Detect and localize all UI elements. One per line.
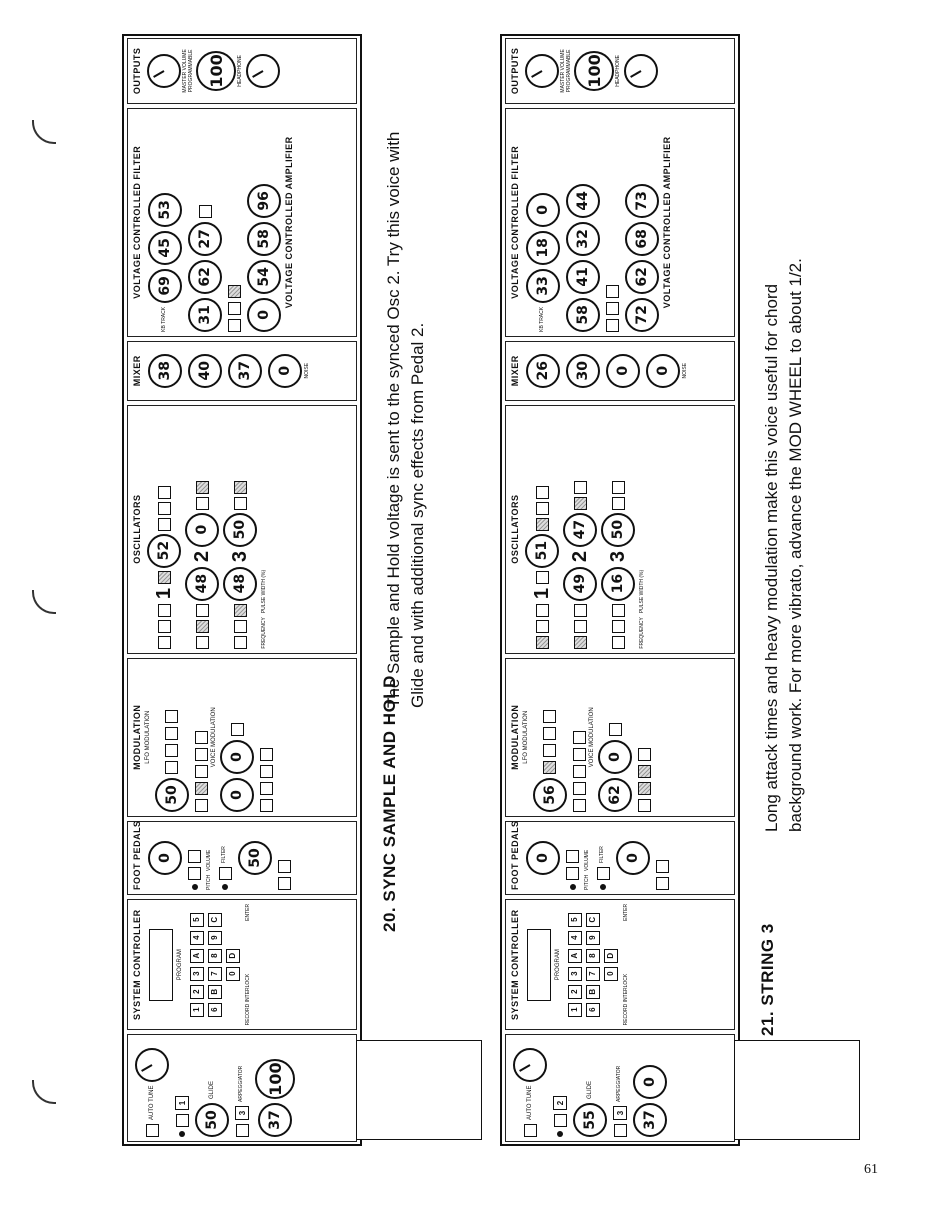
mixer-osc2-level-knob[interactable]: 40	[188, 354, 222, 388]
mixer-section: MIXER 38 40 37 0 NOISE	[127, 341, 357, 401]
program-key[interactable]: 8	[586, 949, 600, 963]
program-key[interactable]: 1	[568, 1003, 582, 1017]
kb-mode-value: 2	[553, 1096, 567, 1110]
oscillators-section: OSCILLATORS 1 51 49 2 47 16 3 50 FREQUENCY PULSE WIDTH (%)	[505, 405, 735, 654]
program-key[interactable]: D	[226, 949, 240, 963]
osc2-pulse-width-knob[interactable]: 0	[185, 513, 219, 547]
amp-decay-knob[interactable]: 68	[625, 222, 659, 256]
patch-20-caption-line1: The Sample and Hold voltage is sent to the synced Osc 2. Try this voice with	[384, 131, 403, 708]
lfo-rate-knob[interactable]: 50	[155, 778, 189, 812]
program-key[interactable]: 7	[208, 967, 222, 981]
foot-pedals-section: FOOT PEDALS 0 PITCH VOLUME FILTER 0	[505, 821, 735, 895]
filter-sustain-knob[interactable]: 18	[526, 231, 560, 265]
program-key[interactable]: 6	[586, 1003, 600, 1017]
osc3-frequency-knob[interactable]: 16	[601, 567, 635, 601]
program-key[interactable]: 1	[190, 1003, 204, 1017]
program-key[interactable]: 9	[586, 931, 600, 945]
kb-mode-button[interactable]	[554, 1114, 567, 1127]
voice-mod-filter-contour-knob[interactable]: 0	[598, 740, 632, 774]
headphone-volume-knob[interactable]	[624, 54, 658, 88]
contour-amount-knob[interactable]: 33	[526, 269, 560, 303]
mixer-osc3-level-knob[interactable]: 37	[228, 354, 262, 388]
program-key[interactable]: 9	[208, 931, 222, 945]
mixer-section: MIXER 26 30 0 0 NOISE	[505, 341, 735, 401]
osc1-pulse-width-knob[interactable]: 52	[147, 534, 181, 568]
program-key[interactable]: 7	[586, 967, 600, 981]
filter-release-knob[interactable]: 0	[526, 193, 560, 227]
outputs-section: OUTPUTS MASTER VOLUME PROGRAMMABLE 100 HEADPHONE	[127, 38, 357, 104]
contour-amount-knob[interactable]: 69	[148, 269, 182, 303]
program-key[interactable]: 4	[568, 931, 582, 945]
amp-decay-knob[interactable]: 54	[247, 260, 281, 294]
program-key[interactable]: 2	[568, 985, 582, 999]
pitch-bend-knob[interactable]: 37	[633, 1103, 667, 1137]
hold-arp-value: 3	[235, 1106, 249, 1120]
pedal-amount-1-knob[interactable]: 0	[526, 841, 560, 875]
program-key[interactable]: 0	[604, 967, 618, 981]
program-key[interactable]: 5	[568, 913, 582, 927]
program-key[interactable]: 0	[226, 967, 240, 981]
program-key[interactable]: A	[568, 949, 582, 963]
pedal-amount-2-knob[interactable]: 50	[238, 841, 272, 875]
program-key[interactable]: 5	[190, 913, 204, 927]
performance-section: AUTO TUNE 1 50 GLIDE 3 ARPEGGIATOR 37 100	[127, 1034, 357, 1142]
amp-release-knob[interactable]: 96	[247, 184, 281, 218]
program-key[interactable]: 4	[190, 931, 204, 945]
patch-21-panel	[500, 34, 740, 1146]
binder-hole-mark	[32, 590, 56, 614]
amp-attack-knob[interactable]: 32	[566, 222, 600, 256]
osc2-pulse-width-knob[interactable]: 47	[563, 513, 597, 547]
tune-knob[interactable]	[513, 1048, 547, 1082]
mod-amount-knob[interactable]: 0	[633, 1065, 667, 1099]
emphasis-knob[interactable]: 62	[188, 260, 222, 294]
patch-20-panel	[122, 34, 362, 1146]
master-volume-knob[interactable]	[525, 54, 559, 88]
page-number: 61	[864, 1162, 878, 1177]
program-key[interactable]: 2	[190, 985, 204, 999]
master-volume-knob[interactable]	[147, 54, 181, 88]
headphone-volume-knob[interactable]	[246, 54, 280, 88]
osc1-pulse-width-knob[interactable]: 51	[525, 534, 559, 568]
glide-knob[interactable]: 50	[195, 1103, 229, 1137]
amp-sustain-knob[interactable]: 44	[566, 184, 600, 218]
cutoff-knob[interactable]: 58	[566, 298, 600, 332]
program-key[interactable]: B	[586, 985, 600, 999]
filter-sustain-knob[interactable]: 45	[148, 231, 182, 265]
auto-tune-button[interactable]	[524, 1124, 537, 1137]
oscillators-section: OSCILLATORS 1 52 48 2 0 48 3 50 FREQUENCY PULSE WIDTH (%)	[127, 405, 357, 654]
voice-mod-osc3-knob[interactable]: 62	[598, 778, 632, 812]
program-key[interactable]: 3	[568, 967, 582, 981]
mixer-osc2-level-knob[interactable]: 30	[566, 354, 600, 388]
cutoff-knob[interactable]: 31	[188, 298, 222, 332]
program-key[interactable]: 8	[208, 949, 222, 963]
performance-section: AUTO TUNE 2 55 GLIDE 3 ARPEGGIATOR 37 0	[505, 1034, 735, 1142]
mixer-osc3-level-knob[interactable]: 0	[606, 354, 640, 388]
mixer-noise-knob[interactable]: 0	[646, 354, 680, 388]
osc3-pulse-width-knob[interactable]: 50	[223, 513, 257, 547]
system-controller-section: SYSTEM CONTROLLER PROGRAM 1 2 3 A 4 5 6 B 7 8 9 C 0 D RECORD INTERLOCK ENTER	[127, 899, 357, 1030]
programmable-volume-knob[interactable]: 100	[574, 51, 614, 91]
emphasis-knob[interactable]: 41	[566, 260, 600, 294]
kb-mode-button[interactable]	[176, 1114, 189, 1127]
amp-sustain-knob[interactable]: 58	[247, 222, 281, 256]
filter-amp-section: VOLTAGE CONTROLLED FILTER KB TRACK 69 45 53 31 62 27 0 54 58 96 VOLTAGE CONTROLLED AMPLIFIER	[127, 108, 357, 337]
kb-mode-value: 1	[175, 1096, 189, 1110]
system-controller-section: SYSTEM CONTROLLER PROGRAM 1 2 3 A 4 5 6 B 7 8 9 C 0 D RECORD INTERLOCK ENTER	[505, 899, 735, 1030]
outputs-section: OUTPUTS MASTER VOLUME PROGRAMMABLE 100 HEADPHONE	[505, 38, 735, 104]
patch-21-caption-line2: background work. For more vibrato, advance the MOD WHEEL to about 1/2.	[786, 258, 805, 832]
program-display	[149, 929, 173, 1001]
mixer-osc1-level-knob[interactable]: 26	[526, 354, 560, 388]
pitch-bend-knob[interactable]: 37	[258, 1103, 292, 1137]
program-key[interactable]: C	[586, 913, 600, 927]
osc2-frequency-knob[interactable]: 48	[185, 567, 219, 601]
lfo-rate-knob[interactable]: 56	[533, 778, 567, 812]
pedal-amount-2-knob[interactable]: 0	[616, 841, 650, 875]
filter-release-knob[interactable]: 53	[148, 193, 182, 227]
filter-amp-section: VOLTAGE CONTROLLED FILTER KB TRACK 33 18 0 58 41 32 44 72 62 68 73 VOLTAGE CONTROLLED AMPLIFIER	[505, 108, 735, 337]
modulation-section: MODULATION LFO MODULATION 56 VOICE MODULATION 62 0	[505, 658, 735, 817]
program-key[interactable]: 3	[190, 967, 204, 981]
foot-pedals-section: FOOT PEDALS 0 PITCH VOLUME FILTER 50	[127, 821, 357, 895]
mod-amount-knob[interactable]: 100	[255, 1059, 295, 1099]
patch-21-caption-line1: Long attack times and heavy modulation make this voice useful for chord	[762, 283, 781, 832]
filter-decay-knob[interactable]: 27	[188, 222, 222, 256]
patch-20-title: 20. SYNC SAMPLE AND HOLD	[380, 675, 399, 932]
program-key[interactable]: B	[208, 985, 222, 999]
glide-knob[interactable]: 55	[573, 1103, 607, 1137]
program-key[interactable]: A	[190, 949, 204, 963]
amp-release-knob[interactable]: 73	[625, 184, 659, 218]
binder-hole-mark	[32, 1080, 56, 1104]
modulation-section: MODULATION LFO MODULATION 50 VOICE MODULATION 0 0	[127, 658, 357, 817]
patch-21-wheels	[734, 1040, 860, 1140]
auto-tune-button[interactable]	[146, 1124, 159, 1137]
osc3-pulse-width-knob[interactable]: 50	[601, 513, 635, 547]
programmable-volume-knob[interactable]: 100	[196, 51, 236, 91]
binder-hole-mark	[32, 120, 56, 144]
program-key[interactable]: 6	[208, 1003, 222, 1017]
patch-20-caption-line2: Glide and with additional sync effects from Pedal 2.	[408, 322, 427, 708]
hold-arp-value: 3	[613, 1106, 627, 1120]
osc3-frequency-knob[interactable]: 48	[223, 567, 257, 601]
mixer-noise-knob[interactable]: 0	[268, 354, 302, 388]
osc2-frequency-knob[interactable]: 49	[563, 567, 597, 601]
pedal-amount-1-knob[interactable]: 0	[148, 841, 182, 875]
patch-20-wheels	[356, 1040, 482, 1140]
program-display	[527, 929, 551, 1001]
voice-mod-osc3-knob[interactable]: 0	[220, 778, 254, 812]
filter-decay-knob[interactable]: 62	[625, 260, 659, 294]
tune-knob[interactable]	[135, 1048, 169, 1082]
filter-attack-knob[interactable]: 72	[625, 298, 659, 332]
voice-mod-filter-contour-knob[interactable]: 0	[220, 740, 254, 774]
program-key[interactable]: D	[604, 949, 618, 963]
patch-21-title: 21. STRING 3	[758, 923, 777, 1036]
mixer-osc1-level-knob[interactable]: 38	[148, 354, 182, 388]
amp-attack-knob[interactable]: 0	[247, 298, 281, 332]
program-key[interactable]: C	[208, 913, 222, 927]
